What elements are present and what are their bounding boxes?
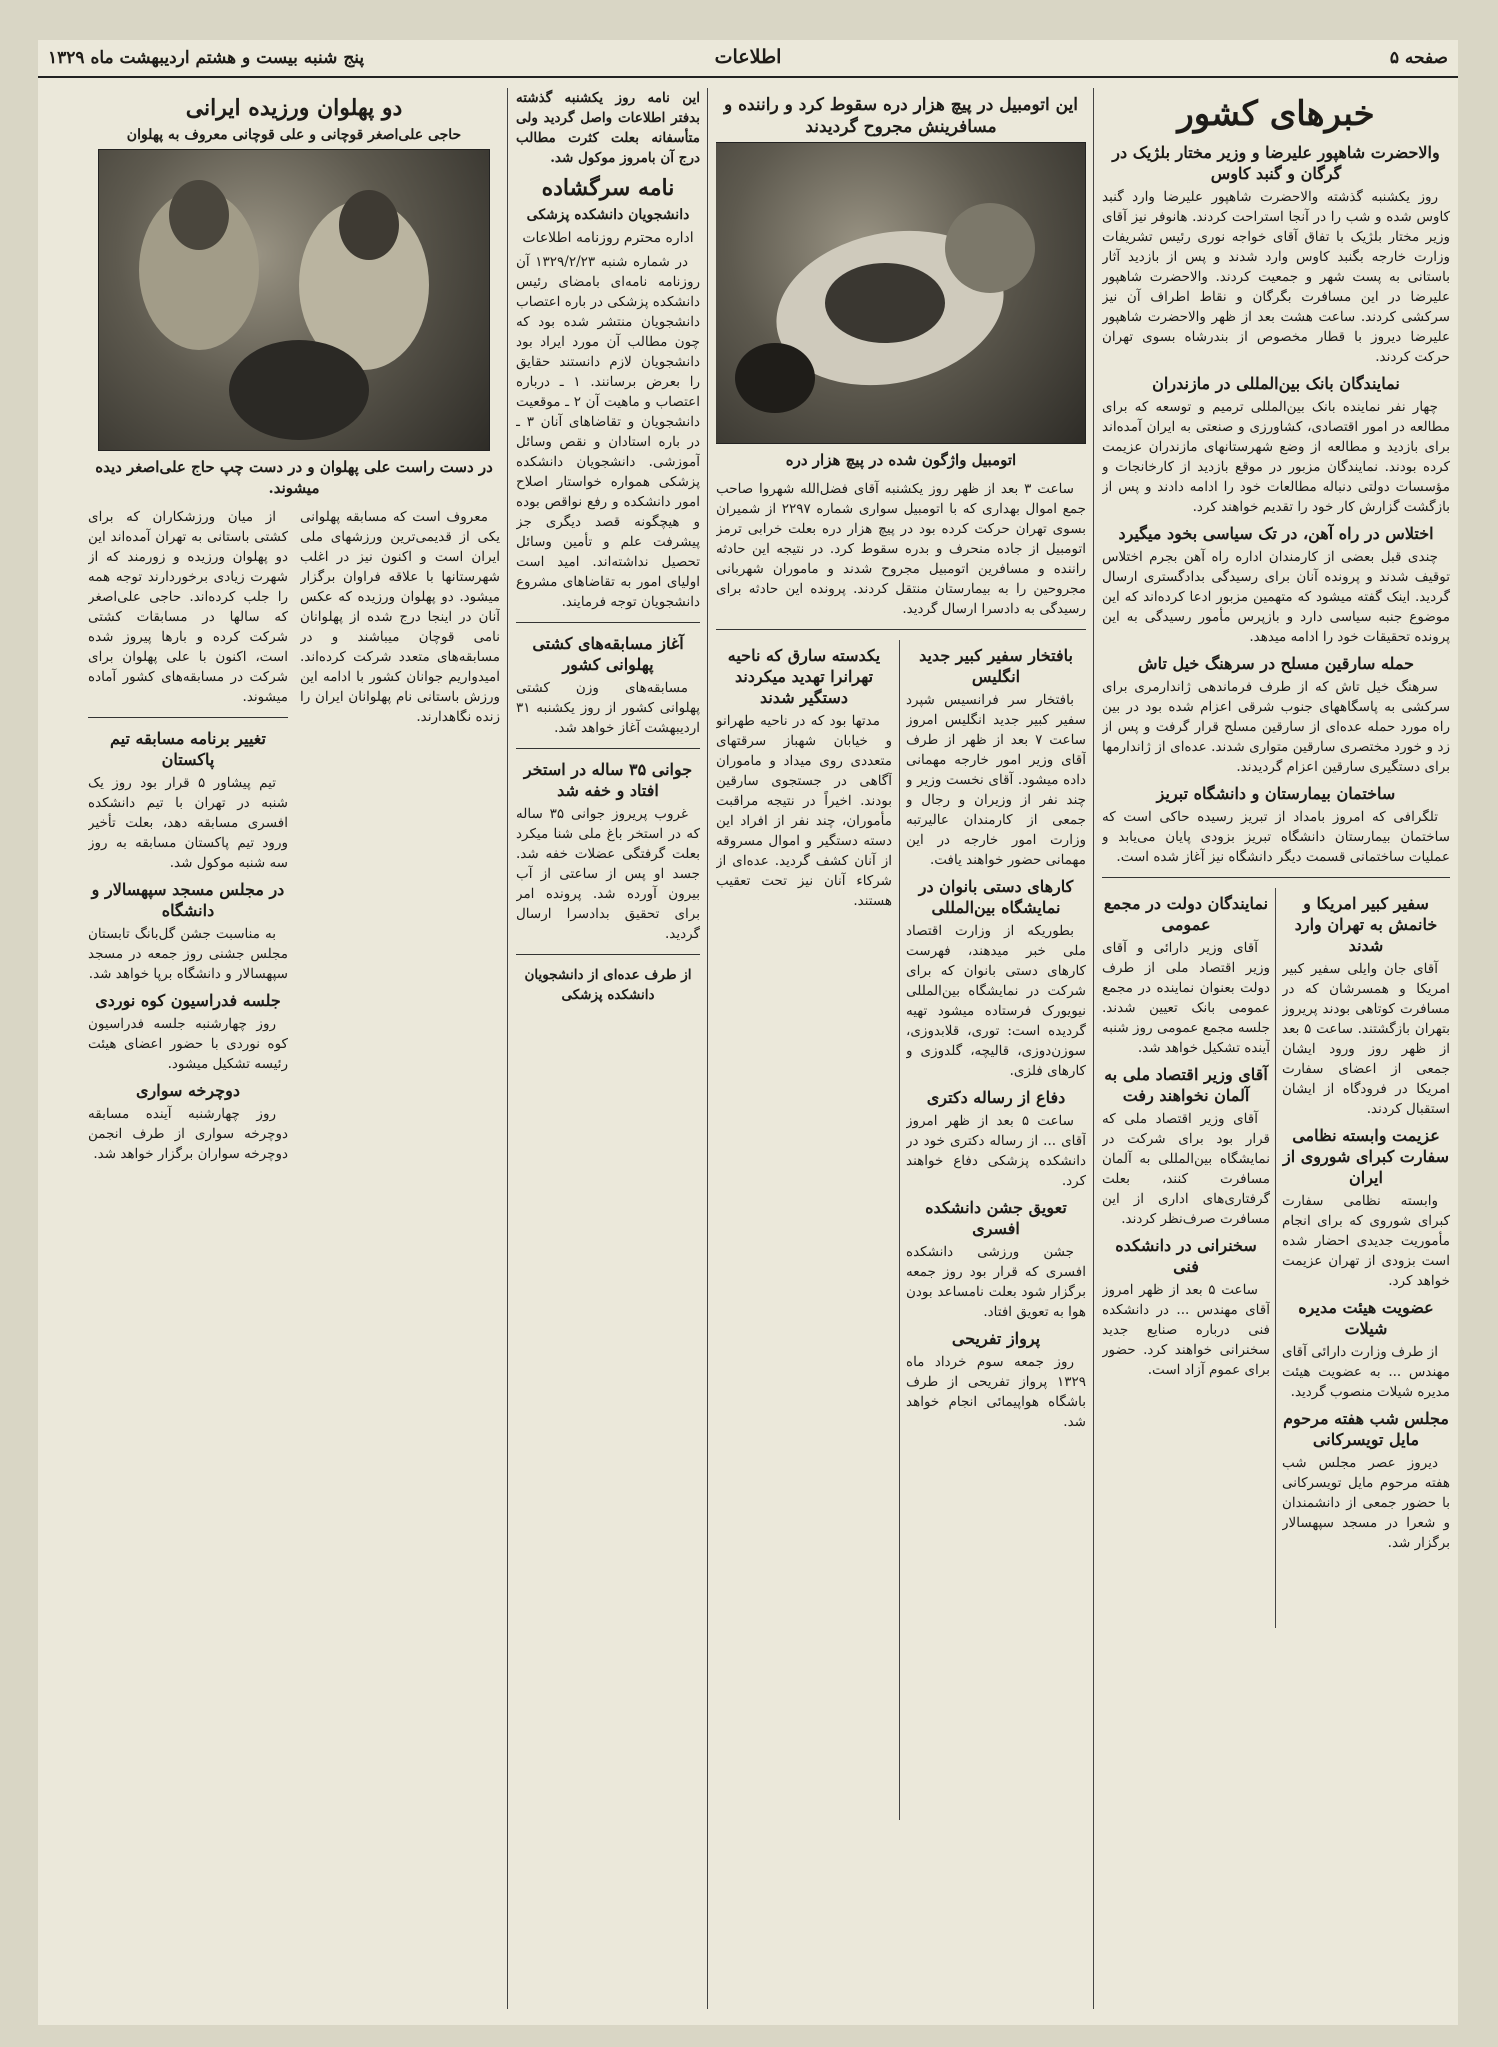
story-body: به مناسبت جشن گل‌بانگ تابستان مجلس جشنی روز جمعه در مسجد سپهسالار و دانشگاه برپا خواهد شد.: [88, 926, 288, 982]
letter-signature: از طرف عده‌ای از دانشجویان دانشکده پزشکی: [524, 967, 692, 1003]
wrestlers-headline: دو پهلوان ورزیده ایرانی: [185, 95, 403, 121]
page-number: صفحه ۵: [1389, 48, 1448, 68]
story-headline: آغاز مسابقه‌های کشتی پهلوانی کشور: [532, 634, 684, 674]
story-body: چهار نفر نماینده بانک بین‌المللی ترمیم و توسعه که برای مطالعه در امور اقتصادی، کشاورزی و صنعتی به ایران آمده‌اند برای بازدید و مطالعه از وضع شهرستانهای مازندران عزیمت کرده بودند. نمایندگان مزبور در موقع بازدید از کارخانجات و مؤسسات دولتی دنباله مطالعات خود را ادامه دادند و پس از بازگشت گزارش کار خود را تقدیم خواهند کرد.: [1102, 399, 1450, 515]
story-headline: آقای وزیر اقتصاد ملی به آلمان نخواهند رفت: [1104, 1065, 1268, 1105]
story-headline: تعویق جشن دانشکده افسری: [925, 1198, 1067, 1238]
story-headline: سفیر کبیر امریکا و خانمش به تهران وارد شدند: [1294, 894, 1438, 955]
photo-caption: در دست راست علی پهلوان و در دست چپ حاج علی‌اصغر دیده میشوند.: [95, 458, 493, 497]
story-body: ساعت ۳ بعد از ظهر روز یکشنبه آقای فضل‌الله شهروا صاحب جمع اموال بهداری که با اتومبیل سواری شماره ۲۲۹۷ از شمیران بسوی تهران حرکت کرده بود در پیچ هزار دره بعلت خرابی ترمز اتومبیل از جاده منحرف و بدره سقوط کرد. در نتیجه این حادثه راننده و مسافرین اتومبیل مجروح شدند و ماموران شهربانی مجروحین را به بیمارستان منتقل کردند. پرونده این حادثه برای رسیدگی به دادسرا ارسال گردید.: [716, 481, 1086, 617]
story-body: چندی قبل بعضی از کارمندان اداره راه آهن بجرم اختلاس توقیف شدند و پرونده آنان برای رسیدگی بدادگستری ارسال گردید. اینک گفته میشود که متهمین مزبور ادعا کرده‌اند که این موضوع جنبه سیاسی دارد و بازپرس مأمور رسیدگی به این پرونده تحقیقات خود را ادامه میدهد.: [1102, 549, 1450, 645]
story-headline: جوانی ۳۵ ساله در استخر افتاد و خفه شد: [523, 760, 693, 800]
letter-addressee: اداره محترم روزنامه اطلاعات: [522, 230, 694, 246]
story-headline: اختلاس در راه آهن، در تک سیاسی بخود میگیرد: [1118, 524, 1434, 543]
sub-column: [300, 507, 500, 1827]
story-body: بطوریکه از وزارت اقتصاد ملی خبر میدهند، فهرست کارهای دستی بانوان که برای شرکت در نمایشگاه بین‌المللی نیویورک فرستاده میشود تهیه گردیده است: توری، قلابدوزی، سوزن‌دوزی، قالیچه، گلدوزی و کارهای فلزی.: [906, 923, 1086, 1079]
photo-headline: این اتومبیل در پیچ هزار دره سقوط کرد و راننده و مسافرینش مجروح گردیدند: [723, 95, 1079, 137]
story-body: ساعت ۵ بعد از ظهر امروز آقای مهندس ... در دانشکده فنی درباره صنایع جدید سخنرانی خواهند کرد. حضور برای عموم آزاد است.: [1102, 1282, 1270, 1378]
sub-column: [1282, 888, 1450, 1628]
wrestlers-photo: [98, 149, 490, 451]
story-body: بافتخار سر فرانسیس شپرد سفیر کبیر جدید انگلیس امروز ساعت ۷ بعد از ظهر از طرف آقای وزیر امور خارجه مهمانی داده میشود. آقای نخست وزیر و چند نفر از وزیران و رجال و جمعی از کارمندان عالیرتبه وزارت امور خارجه در این مهمانی حضور خواهند یافت.: [906, 692, 1086, 868]
letter-body: در شماره شنبه ۱۳۲۹/۲/۲۳ آن روزنامه نامه‌ای بامضای رئیس دانشکده پزشکی در باره اعتصاب دانشجویان منتشر شده بود که چون مطالب آن مورد ایراد بود دانشجویان لازم دانستند حقایق را بعرض برسانند. ۱ ـ درباره اعتصاب و ماهیت آن ۲ ـ موقعیت دانشجویان و تقاضاهای آنان ۳ ـ در باره استادان و نقص وسائل آموزشی. دانشجویان دانشکده پزشکی همواره خواستار اصلاح امور دانشکده و رفع نواقص بوده و هیچگونه قصد دیگری جز پیشرفت علم و تأمین وسائل تحصیل نداشته‌اند. امید است اولیای امور به تقاضاهای مشروع دانشجویان توجه فرمایند.: [516, 254, 700, 610]
story-headline: جلسه فدراسیون کوه نوردی: [95, 991, 281, 1010]
story-headline: نمایندگان دولت در مجمع عمومی: [1103, 894, 1269, 934]
column-wrestlers: [88, 88, 500, 2009]
wrestlers-subhead: حاجی علی‌اصغر قوچانی و علی قوچانی معروف به پهلوان: [126, 127, 462, 143]
sub-column: [1102, 888, 1270, 1628]
story-body: آقای جان وایلی سفیر کبیر امریکا و همسرشان که در مسافرت کوتاهی بودند پریروز بتهران بازگشتند. ساعت ۵ بعد از ظهر روز ورود ایشان جمعی از اعضای سفارت امریکا در فرودگاه از ایشان استقبال کردند.: [1282, 961, 1450, 1117]
story-body: جشن ورزشی دانشکده افسری که قرار بود روز جمعه برگزار شود بعلت نامساعد بودن هوا به تعویق افتاد.: [906, 1244, 1086, 1320]
story-headline: ساختمان بیمارستان و دانشگاه تبریز: [1156, 784, 1396, 803]
story-body: مدتها بود که در ناحیه طهرانو و خیابان شهباز سرقتهای متعددی روی میداد و ماموران آگاهی در جستجوی سارقین بودند. اخیراً در نتیجه مراقبت مأموران، چند نفر از افراد این دسته دستگیر و اموال مسروقه از آنان کشف گردید. عده‌ای از شرکاء آنان نیز تحت تعقیب هستند.: [716, 713, 892, 909]
story-body: معروف است که مسابقه پهلوانی یکی از قدیمی‌ترین ورزشهای ملی ایران است و اکنون نیز در اغلب شهرستانها با علاقه فراوان برگزار میشود. دو پهلوان ورزیده که عکس آنان در اینجا درج شده از پهلوانان نامی قوچان میباشند و در مسابقه‌های متعدد شرکت کرده‌اند. امیدواریم جوانان کشور با ادامه این ورزش باستانی نام پهلوانان ایران را زنده نگاهدارند.: [300, 509, 500, 725]
story-headline: عزیمت وابسته نظامی سفارت کبرای شوروی از ایران: [1283, 1126, 1449, 1187]
story-headline: کارهای دستی بانوان در نمایشگاه بین‌المللی: [918, 877, 1074, 917]
column-national-news: [1102, 88, 1450, 2009]
story-body: آقای وزیر دارائی و آقای وزیر اقتصاد ملی از طرف دولت بعنوان نماینده در مجمع عمومی بانک تعیین شدند. جلسه مجمع عمومی روز شنبه آینده تشکیل خواهد شد.: [1102, 940, 1270, 1056]
sub-column: [906, 640, 1086, 1820]
story-headline: عضویت هیئت مدیره شیلات: [1298, 1298, 1434, 1338]
story-headline: دوچرخه سواری: [136, 1081, 240, 1100]
masthead: [38, 40, 1458, 78]
story-body: آقای وزیر اقتصاد ملی که قرار بود برای شرکت در نمایشگاه بین‌المللی به آلمان مسافرت کنند، بعلت گرفتاری‌های اداری از این مسافرت صرف‌نظر کردند.: [1102, 1111, 1270, 1227]
newspaper-page: [38, 40, 1458, 2025]
story-body: روز جمعه سوم خرداد ماه ۱۳۲۹ پرواز تفریحی از طرف باشگاه هواپیمائی انجام خواهد شد.: [906, 1354, 1086, 1430]
story-headline: حمله سارقین مسلح در سرهنگ خیل تاش: [1138, 654, 1414, 673]
story-headline: پرواز تفریحی: [951, 1329, 1041, 1348]
story-headline: بافتخار سفیر کبیر جدید انگلیس: [919, 646, 1073, 686]
story-headline: دفاع از رساله دکتری: [926, 1088, 1066, 1107]
story-body: از طرف وزارت دارائی آقای مهندس ... به عضویت هیئت مدیره شیلات منصوب گردید.: [1282, 1344, 1450, 1400]
photo-caption: اتومبیل واژگون شده در پیچ هزار دره: [785, 451, 1017, 469]
sub-column: [716, 640, 892, 1820]
story-headline: والاحضرت شاهپور علیرضا و وزیر مختار بلژیک در گرگان و گنبد کاوس: [1112, 143, 1440, 183]
story-body: تیم پیشاور ۵ قرار بود روز یک شنبه در تهران با تیم دانشکده افسری مسابقه دهد، بعلت تأخیر ورود تیم پاکستان مسابقه به روز سه شنبه موکول شد.: [88, 775, 288, 871]
accident-photo: [716, 142, 1086, 444]
sub-column: [88, 507, 288, 1827]
section-title: خبرهای کشور: [1177, 94, 1375, 134]
story-body: از میان ورزشکاران که برای کشتی باستانی به تهران آمده‌اند این دو پهلوان ورزیده و زورمند که از شهرت زیادی برخوردارند توجه همه را جلب کرده‌اند. حاجی علی‌اصغر که سالها در مسابقات کشتی شرکت کرده و بارها پیروز شده است، اکنون با علی پهلوان برای شرکت در مسابقه‌های کشور آماده میشوند.: [88, 509, 288, 705]
story-body: مسابقه‌های وزن کشتی پهلوانی کشور از روز یکشنبه ۳۱ اردیبهشت آغاز خواهد شد.: [516, 680, 700, 736]
story-body: روز یکشنبه گذشته والاحضرت شاهپور علیرضا وارد گنبد کاوس شده و شب را در آنجا استراحت کردند. هانوفر نیز آقای وزیر مختار بلژیک با تفاق آقای خواجه نوری رئیس تشریفات وزارت خارجه بگنبد کاوس وارد شدند و پس از بازدید آثار باستانی به پست شهر و جمعیت کردند. والاحضرت شاهپور علیرضا در این مسافرت بگرگان و نقاط اطراف آن نیز سرکشی کردند. ساعت هشت بعد از ظهر والاحضرت شاهپور علیرضا دیروز با قطار مخصوص از بندرشاه بسوی تهران حرکت کردند.: [1102, 189, 1450, 365]
letter-subhead: دانشجویان دانشکده پزشکی: [526, 207, 690, 223]
story-body: سرهنگ خیل تاش که از طرف فرماندهی ژاندارمری برای سرکشی به پاسگاههای جنوب شرقی اعزام شده بود در بین راه مورد حمله عده‌ای از سارقین مسلح قرار گرفت و پس از زد و خورد مختصری سارقین متواری شدند. عده‌ای از ژاندارمها برای دستگیری سارقین اعزام گردیدند.: [1102, 679, 1450, 775]
story-body: غروب پریروز جوانی ۳۵ ساله که در استخر باغ ملی شنا میکرد بعلت گرفتگی عضلات خفه شد. جسد او پس از ساعتی از آب بیرون آورده شد. پرونده امر برای تحقیق بدادسرا ارسال گردید.: [516, 806, 700, 942]
paper-name: اطلاعات: [714, 46, 782, 68]
story-headline: نمایندگان بانک بین‌المللی در مازندران: [1152, 374, 1400, 393]
story-headline: تغییر برنامه مسابقه تیم پاکستان: [110, 729, 266, 769]
letter-headline: نامه سرگشاده: [541, 175, 675, 201]
letter-intro: این نامه روز یکشنبه گذشته بدفتر اطلاعات واصل گردید ولی متأسفانه بعلت کثرت مطالب درج آن بامروز موکول شد.: [516, 90, 700, 166]
issue-date: پنج شنبه بیست و هشتم اردیبهشت ماه ۱۳۲۹: [48, 48, 365, 68]
story-headline: در مجلس مسجد سپهسالار و دانشگاه: [91, 880, 285, 920]
story-body: وابسته نظامی سفارت کبرای شوروی که برای انجام مأموریت جدیدی احضار شده است بزودی از تهران عزیمت خواهد کرد.: [1282, 1193, 1450, 1289]
story-body: روز چهارشنبه آینده مسابقه دوچرخه سواری از طرف انجمن دوچرخه سواران برگزار خواهد شد.: [88, 1106, 288, 1162]
story-headline: یکدسته سارق که ناحیه تهرانرا تهدید میکردند دستگیر شدند: [727, 646, 881, 707]
story-headline: سخنرانی در دانشکده فنی: [1115, 1236, 1257, 1276]
story-body: تلگرافی که امروز بامداد از تبریز رسیده حاکی است که ساختمان بیمارستان دانشگاه تبریز بزودی پایان می‌یابد و عملیات ساختمانی قسمت دیگر دانشگاه نیز آغاز شده است.: [1102, 809, 1450, 865]
story-body: ساعت ۵ بعد از ظهر امروز آقای ... از رساله دکتری خود در دانشکده پزشکی دفاع خواهند کرد.: [906, 1113, 1086, 1189]
column-open-letter: [516, 88, 700, 2009]
story-headline: مجلس شب هفته مرحوم مایل تویسرکانی: [1283, 1409, 1449, 1449]
story-body: روز چهارشنبه جلسه فدراسیون کوه نوردی با حضور اعضای هیئت رئیسه تشکیل میشود.: [88, 1016, 288, 1072]
story-body: دیروز عصر مجلس شب هفته مرحوم مایل تویسرکانی با حضور جمعی از دانشمندان و شعرا در مسجد سپهسالار برگزار شد.: [1282, 1455, 1450, 1551]
column-accident: [716, 88, 1086, 2009]
